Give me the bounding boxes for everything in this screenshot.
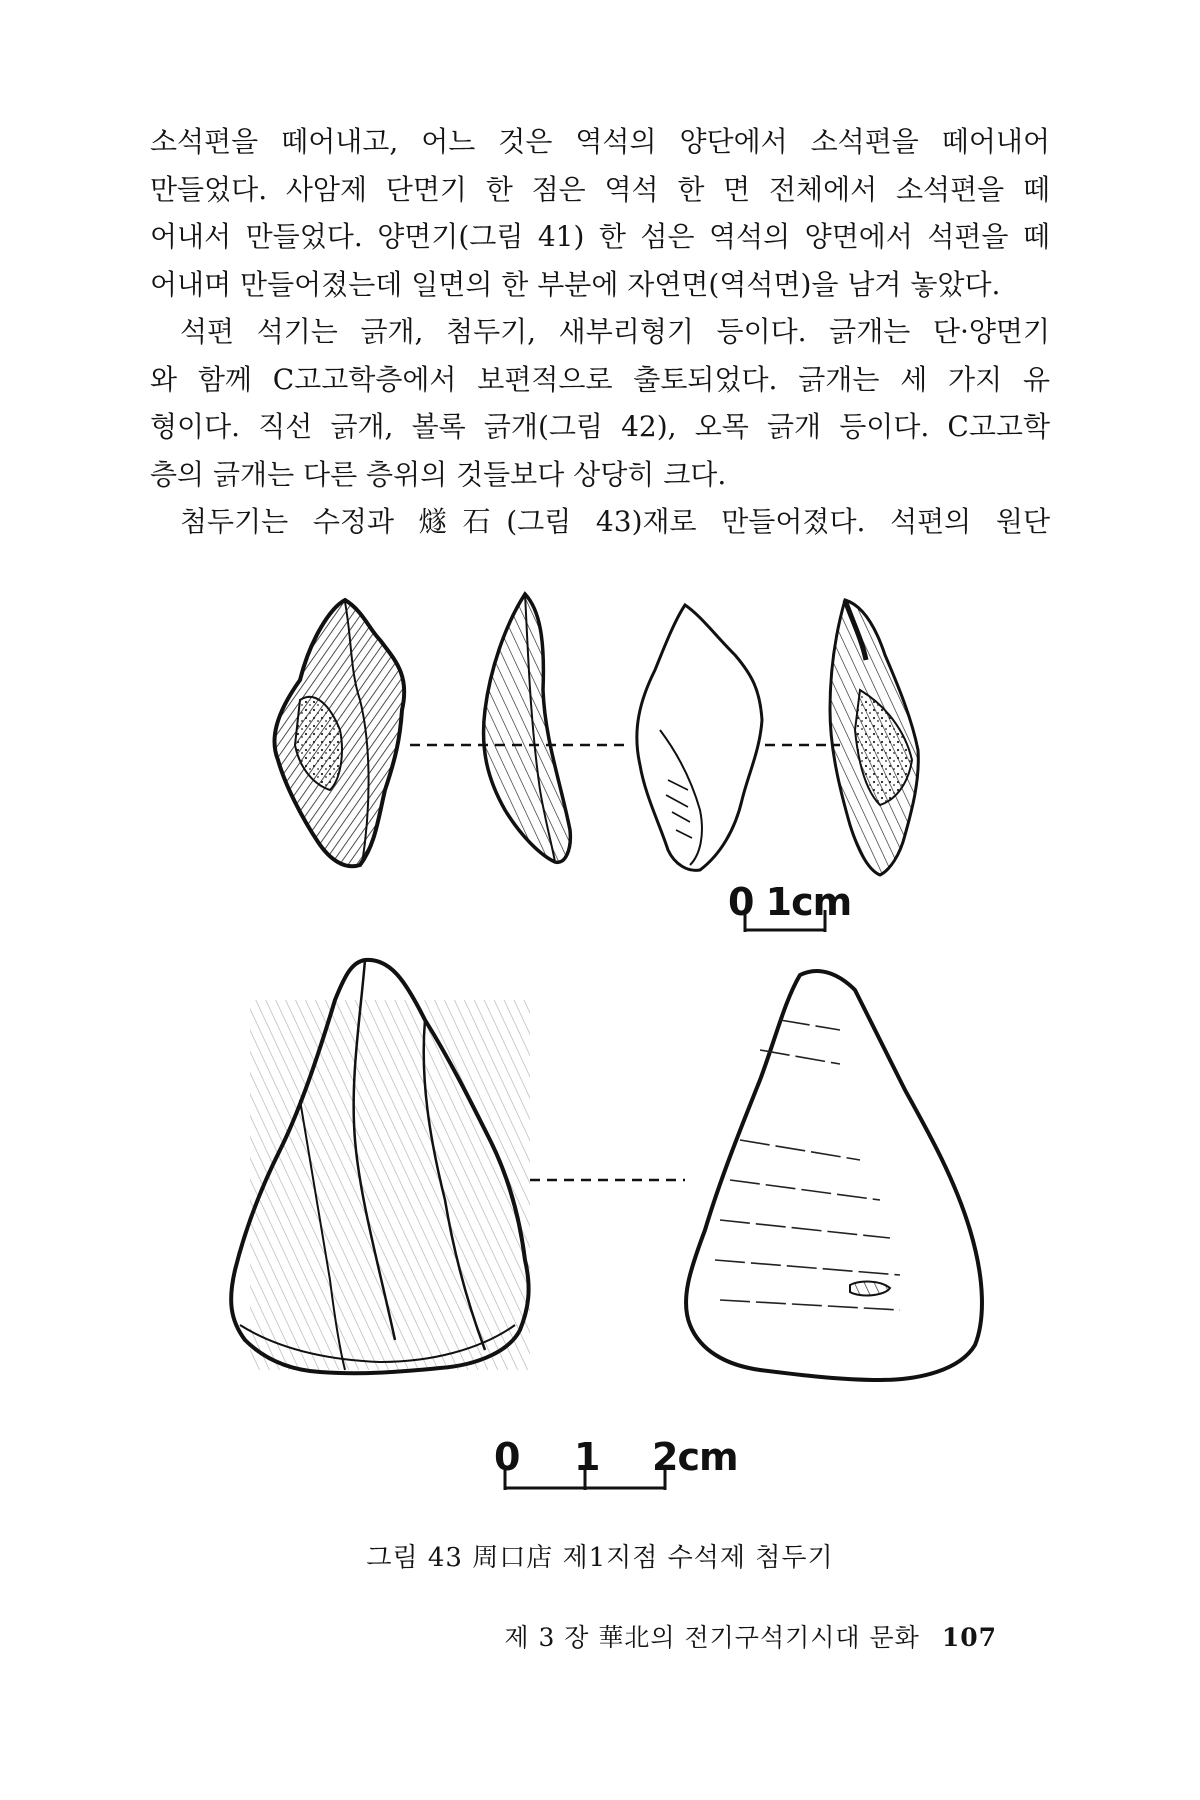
small-point-view-1	[274, 600, 404, 866]
page-number: 107	[941, 1623, 997, 1652]
scale-label-small: 0 1cm	[728, 880, 852, 924]
scale-label-large-1: 1	[574, 1435, 600, 1479]
small-point-view-4	[830, 600, 918, 875]
body-text-line: 석편 석기는 긁개, 첨두기, 새부리형기 등이다. 긁개는 단·양면기	[180, 315, 1050, 348]
body-text-line: 형이다. 직선 긁개, 볼록 긁개(그림 42), 오목 긁개 등이다. C고고학	[150, 410, 1050, 443]
running-head: 제 3 장 華北의 전기구석기시대 문화	[504, 1623, 920, 1652]
body-text-line: 어내며 만들어졌는데 일면의 한 부분에 자연면(역석면)을 남겨 놓았다.	[150, 267, 1001, 301]
body-text-line: 어내서 만들었다. 양면기(그림 41) 한 섬은 역석의 양면에서 석편을 떼	[150, 220, 1050, 253]
stone-tool-illustration	[0, 580, 1200, 1540]
scale-label-large-0: 0	[494, 1435, 520, 1479]
figure-caption: 그림 43 周口店 제1지점 수석제 첨두기	[366, 1543, 834, 1573]
figure-43	[0, 580, 1200, 1540]
large-point-back	[686, 971, 982, 1380]
body-text-line: 첨두기는 수정과 燧石(그림 43)재로 만들어졌다. 석편의 원단	[180, 505, 1050, 538]
small-point-view-2	[484, 594, 571, 862]
large-point-front	[231, 960, 530, 1373]
scale-label-large-2: 2cm	[652, 1435, 738, 1479]
small-point-view-3	[637, 605, 762, 870]
body-text-line: 만들었다. 사암제 단면기 한 점은 역석 한 면 전체에서 소석편을 떼	[150, 172, 1050, 206]
page-footer	[504, 1618, 997, 1654]
body-text	[150, 118, 1050, 546]
body-text-line: 와 함께 C고고학층에서 보편적으로 출토되었다. 긁개는 세 가지 유	[150, 362, 1050, 396]
body-text-line: 층의 긁개는 다른 층위의 것들보다 상당히 크다.	[150, 457, 727, 491]
body-text-line: 소석편을 떼어내고, 어느 것은 역석의 양단에서 소석편을 떼어내어	[150, 125, 1050, 158]
